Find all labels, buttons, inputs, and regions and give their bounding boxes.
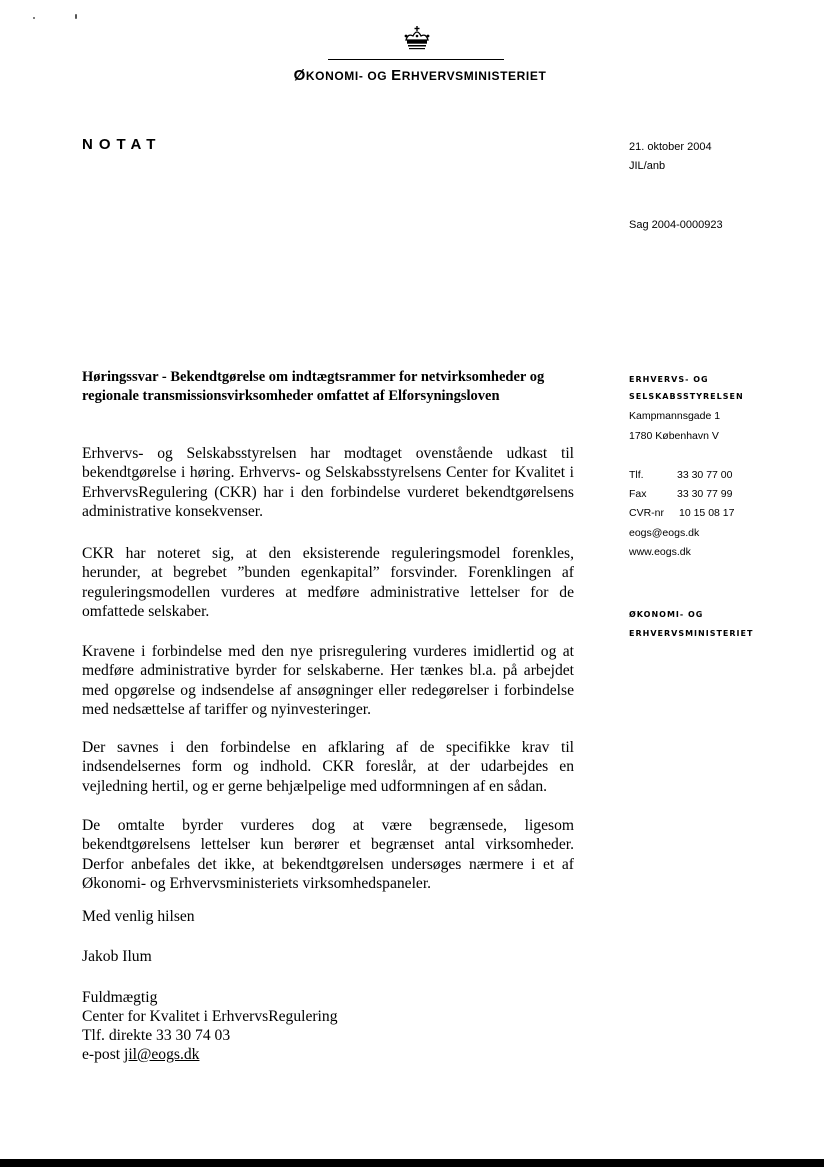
fax-label: Fax [629, 488, 647, 500]
ministry-initial-1: Ø [293, 67, 306, 84]
royal-crown-logo [402, 26, 432, 52]
phone-label: Tlf. [629, 469, 644, 481]
ministry-initial-2: E [391, 67, 402, 84]
cvr-value: 10 15 08 17 [679, 507, 735, 519]
header-rule [328, 59, 504, 60]
case-number: Sag 2004-0000923 [629, 219, 723, 231]
scan-speck [33, 17, 35, 19]
cvr-label: CVR-nr [629, 507, 665, 519]
signer-email-line [82, 1045, 338, 1064]
body-paragraph-5: De omtalte byrder vurderes dog at være begrænsede, ligesom bekendtgørelsens lettelser kun berører et begrænset antal virksomheder. Derfor anbefales det ikke, at bekendtgørelsen undersøges nærmere i et af Økonomi- og Erhvervsministeriets virksomhedspaneler. [82, 817, 574, 892]
agency-name-line-1: ERHVERVS- OG [629, 375, 709, 384]
closing-greeting: Med venlig hilsen [82, 908, 195, 925]
agency-website[interactable]: www.eogs.dk [629, 546, 691, 558]
ministry-part-2: RHVERVSMINISTERIET [401, 69, 547, 83]
signer-email-link[interactable]: jil@eogs.dk [124, 1046, 200, 1063]
subject-heading: Høringssvar - Bekendtgørelse om indtægtsrammer for netvirksomheder og regionale transmissionsvirksomheder omfattet af Elforsyningsloven [82, 369, 545, 404]
agency-street: Kampmannsgade 1 [629, 410, 721, 422]
fax-row [629, 488, 732, 506]
phone-row [629, 469, 732, 487]
cvr-row [629, 507, 734, 525]
ministry-part-1: KONOMI [305, 69, 359, 83]
signer-phone: Tlf. direkte 33 30 74 03 [82, 1027, 231, 1044]
ministry-footer-line-1: ØKONOMI- OG [629, 610, 704, 619]
scan-bottom-edge [0, 1159, 824, 1167]
phone-value: 33 30 77 00 [677, 469, 733, 481]
body-paragraph-4: Der savnes i den forbindelse en afklaring af de specifikke krav til indsendelsernes form og indhold. CKR foreslår, at der udarbejdes en vejledning hertil, og er gerne behjælpelige med udformningen af en sådan. [82, 739, 574, 795]
agency-name-line-2: SELSKABSSTYRELSEN [629, 392, 744, 401]
ministry-separator: - OG [358, 69, 392, 83]
signer-unit: Center for Kvalitet i ErhvervsRegulering [82, 1008, 338, 1025]
body-paragraph-1: Erhvervs- og Selskabsstyrelsen har modtaget ovenstående udkast til bekendtgørelse i høring. Erhvervs- og Selskabsstyrelsens Center for Kvalitet i ErhvervsRegulering (CKR) har i den forbindelse vurderet bekendtgørelsens administrative konsekvenser. [82, 445, 574, 520]
body-paragraph-2: CKR har noteret sig, at den eksisterende reguleringsmodel forenkles, herunder, at begrebet ”bunden egenkapital” forsvinder. Forenklingen af reguleringsmodellen vurderes at medføre administrative lettelser for de omfattede selskaber. [82, 545, 574, 620]
document-type: NOTAT [82, 136, 162, 153]
body-paragraph-3: Kravene i forbindelse med den nye prisregulering vurderes imidlertid og at medføre administrative byrder for selskaberne. Her tænkes bl.a. på arbejdet med opgørelse og indsendelse af ansøgninger eller redegørelser i forbindelse med nedsættelse af tariffer og nyinvesteringer. [82, 643, 574, 718]
agency-city: 1780 København V [629, 430, 719, 442]
ministry-title [200, 67, 640, 84]
author-initials: JIL/anb [629, 160, 666, 172]
ministry-footer-line-2: ERHVERVSMINISTERIET [629, 629, 754, 638]
signer-title: Fuldmægtig [82, 989, 158, 1006]
signature-block [82, 988, 338, 1064]
signer-name: Jakob Ilum [82, 948, 152, 965]
agency-email[interactable]: eogs@eogs.dk [629, 527, 700, 539]
scan-speck [75, 14, 77, 19]
document-date: 21. oktober 2004 [629, 141, 712, 153]
email-label: e-post [82, 1046, 125, 1063]
fax-value: 33 30 77 99 [677, 488, 733, 500]
